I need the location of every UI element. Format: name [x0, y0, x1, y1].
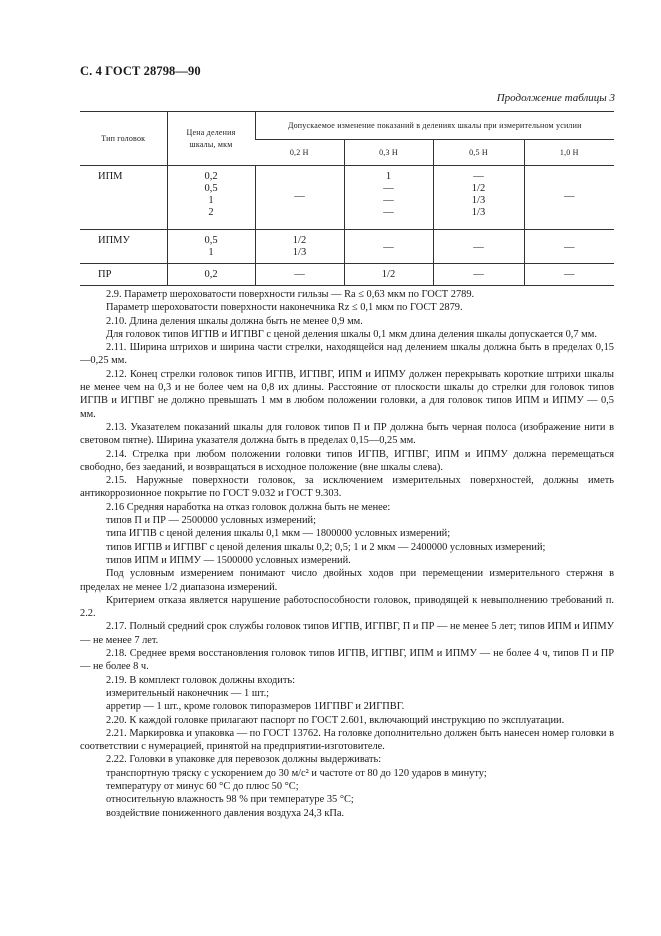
paragraph: Под условным измерением понимают число двойных ходов при перемещении измерительного стержня в пределах не менее 1/2 диапазона измерений.: [80, 568, 614, 593]
paragraph: 2.11. Ширина штрихов и ширина части стрелки, находящейся над делением шкалы должна быть в пределах 0,15—0,25 мм.: [80, 342, 614, 367]
cell-type: ИПМУ: [80, 230, 167, 264]
cell-type: ИПМ: [98, 171, 123, 182]
paragraph: 2.20. К каждой головке прилагают паспорт по ГОСТ 2.601, включающий инструкцию по эксплуатации.: [106, 714, 565, 726]
paragraph: 2.14. Стрелка при любом положении головки типов ИГПВ, ИГПВГ, ИПМ и ИПМУ должна перемещаться свободно, без заеданий, и возвращаться в исходное положение (вне шкалы слева).: [80, 448, 614, 473]
paragraph: измерительный наконечник — 1 шт.;: [106, 687, 270, 699]
paragraph: 2.19. В комплект головок должны входить:: [106, 674, 295, 686]
paragraph: 2.17. Полный средний срок службы головок типов ИГПВ, ИГПВГ, П и ПР — не менее 5 лет; типов ИПМ и ИПМУ — не менее 7 лет.: [80, 621, 614, 646]
cell-value: —: [344, 230, 433, 264]
page-header: С. 4 ГОСТ 28798—90: [80, 64, 201, 78]
cell-value: —: [433, 230, 524, 264]
paragraph: Параметр шероховатости поверхности наконечника Rz ≤ 0,1 мкм по ГОСТ 2879.: [106, 302, 463, 314]
paragraph: типа ИГПВ с ценой деления шкалы 0,1 мкм — 1800000 условных измерений;: [106, 528, 451, 540]
paragraph: типов ИГПВ и ИГПВГ с ценой деления шкалы 0,2; 0,5; 1 и 2 мкм — 2400000 условных измерений;: [106, 541, 546, 553]
col-header-force: 0,5 Н: [433, 140, 524, 166]
paragraph: 2.15. Наружные поверхности головок, за исключением измерительных поверхностей, должны иметь антикоррозионное покрытие по ГОСТ 9.032 и ГОСТ 9.303.: [80, 475, 614, 500]
col-header-force: 0,2 Н: [255, 140, 344, 166]
paragraph: 2.21. Маркировка и упаковка — по ГОСТ 13762. На головке дополнительно должен быть нанесен номер головки в соответствии с нумерацией, принятой на предприятии-изготовителе.: [80, 727, 614, 753]
cell-value: — 1/2 1/3 1/3: [433, 166, 524, 230]
cell-scale: 0,5 1: [167, 230, 255, 264]
paragraph: 2.12. Конец стрелки головок типов ИГПВ, ИГПВГ, ИПМ и ИПМУ должен перекрывать короткие штрихи шкалы не менее чем на 0,3 и не более чем на 0,8 их длины. Расстояние от плоскости шкалы до стрелки для головок типов ИГПВ и ИГПВГ не должно превышать 1 мм в любом положении головки, а для головок типов ИПМ и ИПМУ — 0,5 мм.: [80, 368, 614, 420]
paragraph: арретир — 1 шт., кроме головок типоразмеров 1ИГПВГ и 2ИГПВГ.: [106, 701, 405, 713]
table-row: [80, 264, 614, 286]
paragraph: Критерием отказа является нарушение работоспособности головок, приводящей к невыполнению требований п. 2.2.: [80, 594, 614, 620]
paragraph: Для головок типов ИГПВ и ИГПВГ с ценой деления шкалы 0,1 мкм длина деления шкалы допускается 0,7 мм.: [106, 328, 597, 340]
tolerance-table: [80, 111, 614, 286]
cell-value: 1/2 1/3: [255, 230, 344, 264]
cell-value: 1 — — —: [344, 166, 433, 230]
col-header-scale: Цена деления шкалы, мкм: [167, 112, 255, 166]
cell-value: —: [524, 166, 614, 230]
paragraph: 2.13. Указателем показаний шкалы для головок типов П и ПР должна быть черная полоса (изображение нити в световом пятне). Ширина указателя должна быть в пределах 0,15—0,25 мм.: [80, 421, 614, 447]
col-header-force: 1,0 Н: [524, 140, 614, 166]
cell-value: —: [433, 264, 524, 286]
body-text: [80, 288, 614, 820]
col-header-type: Тип головок: [101, 133, 146, 143]
table-row: [80, 230, 614, 264]
cell-value: —: [524, 264, 614, 286]
paragraph: 2.9. Параметр шероховатости поверхности гильзы — Ra ≤ 0,63 мкм по ГОСТ 2789.: [106, 289, 475, 300]
table-caption: Продолжение таблицы 3: [496, 92, 615, 104]
cell-value: —: [524, 230, 614, 264]
col-header-group: Допускаемое изменение показаний в делениях шкалы при измерительном усилии: [255, 112, 614, 140]
paragraph: 2.22. Головки в упаковке для перевозок должны выдерживать:: [106, 754, 382, 766]
cell-scale: 0,2 0,5 1 2: [167, 166, 255, 230]
paragraph: транспортную тряску с ускорением до 30 м/с² и частоте от 80 до 120 ударов в минуту;: [106, 767, 487, 779]
paragraph: 2.18. Среднее время восстановления головок типов ИГПВ, ИГПВГ, ИПМ и ИПМУ — не более 4 ч, типов П и ПР — не более 8 ч.: [80, 648, 614, 673]
paragraph: 2.16 Средняя наработка на отказ головок должна быть не менее:: [106, 501, 391, 513]
cell-type: ПР: [80, 264, 167, 286]
cell-value: —: [255, 166, 344, 230]
cell-value: 1/2: [344, 264, 433, 286]
paragraph: воздействие пониженного давления воздуха 24,3 кПа.: [106, 807, 345, 819]
paragraph: температуру от минус 60 °С до плюс 50 °С;: [106, 780, 299, 792]
paragraph: типов ИПМ и ИПМУ — 1500000 условных измерений.: [106, 554, 351, 566]
cell-value: —: [255, 264, 344, 286]
paragraph: 2.10. Длина деления шкалы должна быть не менее 0,9 мм.: [106, 315, 363, 327]
paragraph: типов П и ПР — 2500000 условных измерений;: [106, 515, 316, 527]
col-header-force: 0,3 Н: [344, 140, 433, 166]
table-row: [80, 166, 614, 230]
paragraph: относительную влажность 98 % при температуре 35 °С;: [106, 794, 354, 806]
cell-scale: 0,2: [167, 264, 255, 286]
